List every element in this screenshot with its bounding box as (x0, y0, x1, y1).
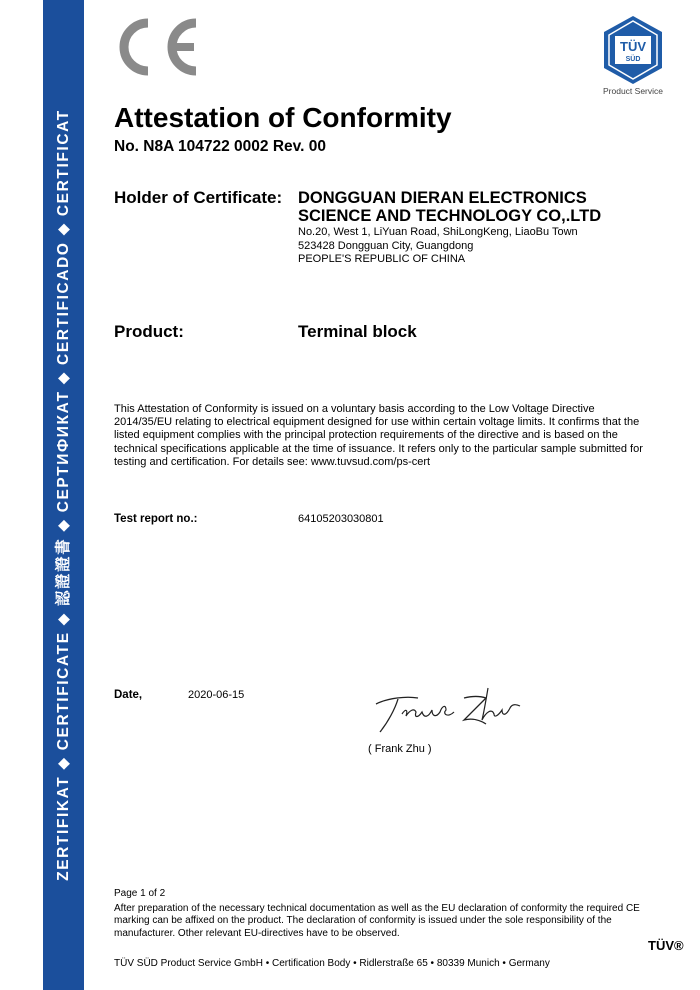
holder-address-line-1: No.20, West 1, LiYuan Road, ShiLongKeng, LiaoBu Town (298, 226, 578, 238)
holder-name (298, 189, 601, 225)
tuv-footer-mark: TÜV® (648, 938, 684, 953)
product-label: Product: (114, 322, 184, 341)
certificate-number: No. N8A 104722 0002 Rev. 00 (114, 138, 326, 155)
signature (368, 684, 528, 736)
date-label: Date, (114, 689, 143, 701)
signer-name: ( Frank Zhu ) (368, 743, 432, 755)
tuv-sud-logo (600, 14, 666, 86)
footer-address: TÜV SÜD Product Service GmbH • Certification Body • Ridlerstraße 65 • 80339 Munich • Germany (114, 958, 550, 969)
product-value: Terminal block (298, 322, 417, 341)
conformity-statement: This Attestation of Conformity is issued on a voluntary basis according to the Low Voltage Directive 2014/35/EU relating to electrical equipment designed for use within certain voltage limits. It confirms that the listed equipment complies with the principal protection requirements of the directive and is based on the technical specifications applicable at the time of issuance. It refers only to the particular sample submitted for testing and certification. For details see: www.tuvsud.com/ps-cert (114, 403, 643, 468)
date-value: 2020-06-15 (188, 689, 245, 701)
sidebar-text: ZERTIFIKAT ◆ CERTIFICATE ◆ 認證證書 ◆ СЕРТИФИКАТ ◆ CERTIFICADO ◆ CERTIFICAT (55, 109, 72, 881)
holder-address-line-2: 523428 Dongguan City, Guangdong (298, 239, 474, 252)
page-number: Page 1 of 2 (114, 888, 166, 899)
test-report-number: 64105203030801 (298, 513, 384, 525)
certificate-sidebar (43, 0, 84, 990)
page-title: Attestation of Conformity (114, 102, 452, 133)
sud-logo-text: SÜD (625, 56, 641, 63)
holder-name-line-2: SCIENCE AND TECHNOLOGY CO,.LTD (298, 207, 602, 225)
footer-note: After preparation of the necessary technical documentation as well as the EU declaration of conformity the required CE marking can be affixed on the product. The declaration of conformity is issued under the sole responsibility of the manufacturer. Other relevant EU-directives have to be observed. (114, 903, 640, 939)
product-service-label: Product Service (603, 86, 663, 96)
ce-mark-logo (112, 14, 202, 80)
test-report-label: Test report no.: (114, 513, 198, 525)
holder-address-line-3: PEOPLE'S REPUBLIC OF CHINA (298, 253, 466, 265)
tuv-logo-text: TÜV (620, 39, 646, 54)
holder-label: Holder of Certificate: (114, 188, 283, 207)
holder-name-line-1: DONGGUAN DIERAN ELECTRONICS (298, 189, 587, 207)
holder-address (298, 226, 578, 267)
